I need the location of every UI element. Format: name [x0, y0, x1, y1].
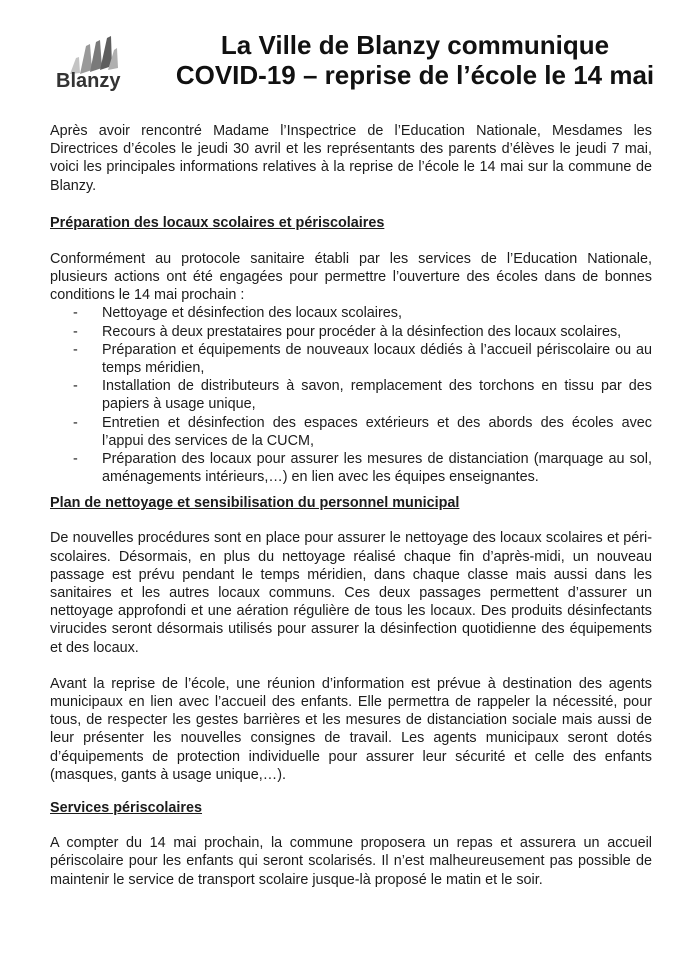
bullet-dash: - — [73, 378, 78, 395]
bullet-dash: - — [73, 414, 78, 431]
heading-cleaning-plan: Plan de nettoyage et sensibilisation du personnel municipal — [50, 495, 460, 512]
page-title — [160, 30, 670, 90]
heading-periscolaire-services: Services périscolaires — [50, 800, 203, 817]
preparation-list — [50, 304, 652, 486]
bullet-dash: - — [73, 305, 78, 322]
heading-preparation: Préparation des locaux scolaires et périscolaires — [50, 214, 385, 231]
list-item — [73, 414, 652, 450]
list-item-text: Installation de distributeurs à savon, remplacement des torchons en tissu par des papiers à usage unique, — [102, 378, 652, 413]
list-item — [73, 304, 652, 322]
list-item-text: Entretien et désinfection des espaces extérieurs et des abords des écoles avec l’appui des services de la CUCM, — [102, 414, 652, 449]
cleaning-plan-paragraph-2: Avant la reprise de l’école, une réunion d’information est prévue à destination des agents municipaux en lien avec l’accueil des enfants. Elle permettra de rappeler la nécessité, pour tous, de respecter les gestes barrières et les mesures de distanciation sociale mais aussi de leur présenter les nouvelles consignes de travail. Les agents municipaux seront dotés d’équipements de protection individuelle pour assurer leur sécurité et celle des enfants (masques, gants à usage unique,…). — [50, 675, 652, 783]
bullet-dash: - — [73, 451, 78, 468]
list-item-text: Préparation des locaux pour assurer les mesures de distanciation (marquage au sol, aménagements intérieurs,…) en lien avec les équipes enseignantes. — [102, 451, 652, 486]
list-item — [73, 341, 652, 377]
bullet-dash: - — [73, 323, 78, 340]
preparation-lead: Conformément au protocole sanitaire établi par les services de l’Education Nationale, plusieurs actions ont été engagées pour permettre l’ouverture des écoles dans de bonnes conditions le 14 mai prochain : — [50, 250, 652, 304]
list-item — [73, 323, 652, 341]
intro-paragraph: Après avoir rencontré Madame l’Inspectrice de l’Education Nationale, Mesdames les Directrices d’écoles le jeudi 30 avril et les représentants des parents d’élèves le jeudi 7 mai, voici les principales informations relatives à la reprise de l’école le 14 mai sur la commune de Blanzy. — [50, 123, 652, 194]
title-line-1: La Ville de Blanzy communique — [220, 30, 610, 60]
title-line-2: COVID-19 – reprise de l’école le 14 mai — [175, 60, 655, 90]
blanzy-logo — [50, 36, 140, 102]
services-paragraph: A compter du 14 mai prochain, la commune proposera un repas et assurera un accueil périscolaire pour les enfants qui seront scolarisés. Il n’est malheureusement pas possible de maintenir le service de transport scolaire jusque-là proposé le matin et le soir. — [50, 835, 652, 888]
list-item — [73, 377, 652, 413]
list-item — [73, 450, 652, 486]
list-item-text: Nettoyage et désinfection des locaux scolaires, — [102, 305, 402, 322]
bullet-dash: - — [73, 341, 78, 358]
list-item-text: Recours à deux prestataires pour procéder à la désinfection des locaux scolaires, — [102, 323, 622, 340]
logo-wordmark: Blanzy — [56, 70, 121, 92]
document-body — [50, 122, 652, 889]
document-header — [0, 0, 700, 110]
cleaning-plan-paragraph-1: De nouvelles procédures sont en place pour assurer le nettoyage des locaux scolaires et péri-scolaires. Désormais, en plus du nettoyage réalisé chaque fin d’après-midi, un nouveau passage est prévu pendant le temps méridien, dans chaque classe mais aussi dans les sanitaires et les autres locaux communs. Ces deux passages permettent d’assurer un nettoyage approfondi et une aération régulière de tous les locaux. Des produits désinfectants virucides seront désormais utilisés pour assurer la désinfection quotidienne des équipements et des locaux. — [50, 530, 652, 656]
list-item-text: Préparation et équipements de nouveaux locaux dédiés à l’accueil périscolaire ou au temps méridien, — [102, 341, 652, 377]
